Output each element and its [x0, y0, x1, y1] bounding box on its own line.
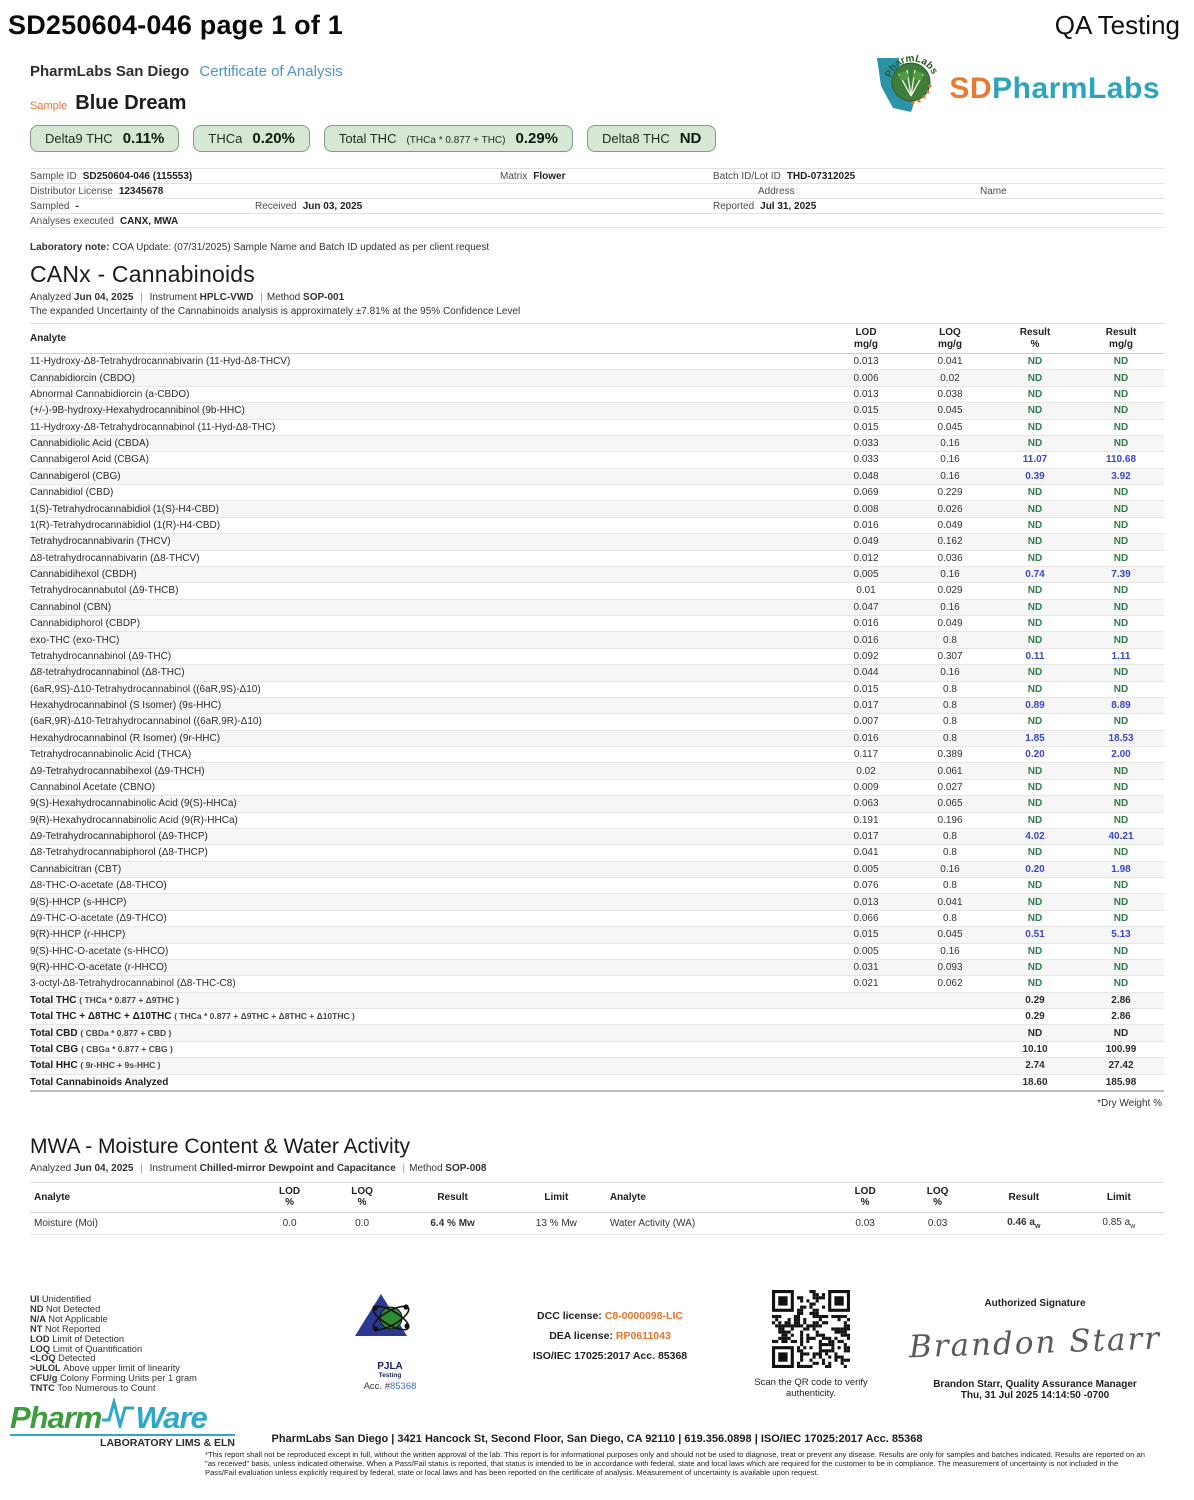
authorized-signature-label: Authorized Signature	[984, 1298, 1086, 1309]
qr-code	[772, 1290, 850, 1368]
water-activity-loq: 0.03	[901, 1212, 974, 1234]
page-header	[0, 0, 1194, 41]
moisture-loq: 0.0	[326, 1212, 399, 1234]
total-row: Total CBG ( CBGa * 0.877 + CBG ) 10.10 100.99	[30, 1041, 1164, 1057]
water-activity-lod: 0.03	[829, 1212, 901, 1234]
col-result-pct: Result %	[992, 324, 1078, 354]
col-loq: LOQ mg/g	[908, 324, 992, 354]
total-row: Total CBD ( CBDa * 0.877 + CBD ) ND ND	[30, 1025, 1164, 1041]
mwa-section-title: MWA - Moisture Content & Water Activity	[30, 1134, 411, 1158]
lab-name: PharmLabs San Diego	[30, 63, 190, 80]
signature-date: Thu, 31 Jul 2025 14:14:50 -0700	[960, 1390, 1110, 1401]
pjla-accreditation	[345, 1292, 435, 1392]
mwa-col-analyte: Analyte	[30, 1182, 253, 1212]
mwa-col-result: Result	[398, 1182, 507, 1212]
table-row: Tetrahydrocannabivarin (THCV) 0.049 0.162 ND ND	[30, 534, 1164, 550]
certificate-of-analysis-label: Certificate of Analysis	[199, 63, 343, 80]
moisture-result: 6.4 % Mw	[398, 1212, 507, 1234]
note-label: Laboratory note:	[30, 242, 110, 253]
badge-value: 0.29%	[515, 130, 559, 147]
moisture-limit: 13 % Mw	[507, 1212, 606, 1234]
mwa-col-limit: Limit	[507, 1182, 606, 1212]
table-row: (6aR,9R)-Δ10-Tetrahydrocannabinol ((6aR,9R)-Δ10) 0.007 0.8 ND ND	[30, 714, 1164, 730]
mwa-col-result-2: Result	[974, 1182, 1074, 1212]
table-row: 9(R)-HHC-O-acetate (r-HHCO) 0.031 0.093 ND ND	[30, 959, 1164, 975]
pharmlabs-emblem-icon	[871, 52, 943, 125]
table-row: 1(S)-Tetrahydrocannabidiol (1(S)-H4-CBD) 0.008 0.026 ND ND	[30, 501, 1164, 517]
pjla-sub: Testing	[378, 1372, 402, 1379]
note-text: COA Update: (07/31/2025) Sample Name and Batch ID updated as per client request	[112, 242, 490, 253]
laboratory-note	[30, 242, 1194, 253]
reported-field: Reported Jul 31, 2025	[713, 201, 817, 212]
dea-license: RP0611043	[615, 1330, 671, 1342]
legend-item: CFU/g Colony Forming Units per 1 gram	[30, 1373, 197, 1384]
table-row: Tetrahydrocannabinolic Acid (THCA) 0.117 0.389 0.20 2.00	[30, 747, 1164, 763]
table-row: Hexahydrocannabinol (R Isomer) (9r-HHC) 0.016 0.8 1.85 18.53	[30, 730, 1164, 746]
table-row: Δ8-Tetrahydrocannabiphorol (Δ8-THCP) 0.041 0.8 ND ND	[30, 845, 1164, 861]
address-field: Address	[758, 186, 795, 197]
table-row: Cannabidiphorol (CBDP) 0.016 0.049 ND ND	[30, 616, 1164, 632]
name-field: Name	[980, 186, 1007, 197]
mwa-col-lod-2: LOD %	[829, 1182, 901, 1212]
table-row: Δ8-tetrahydrocannabinol (Δ8-THC) 0.044 0.16 ND ND	[30, 665, 1164, 681]
pjla-name: PJLA	[377, 1361, 403, 1372]
table-row: Cannabigerol Acid (CBGA) 0.033 0.16 11.07 110.68	[30, 452, 1164, 468]
sample-name: Blue Dream	[75, 92, 187, 114]
col-analyte: Analyte	[30, 324, 824, 354]
batch-field: Batch ID/Lot ID THD-07312025	[713, 171, 856, 182]
badge-label: Delta8 THC	[602, 131, 670, 146]
signer-name: Brandon Starr, Quality Assurance Manager	[933, 1379, 1137, 1390]
legend-item: ND Not Detected	[30, 1303, 101, 1314]
info-row-2	[30, 183, 1164, 198]
table-row: Tetrahydrocannabutol (Δ9-THCB) 0.01 0.029 ND ND	[30, 583, 1164, 599]
pharmware-logo	[10, 1398, 235, 1449]
water-activity-result: 0.46 $a_w$	[974, 1212, 1074, 1234]
table-row: Cannabinol Acetate (CBNO) 0.009 0.027 ND ND	[30, 779, 1164, 795]
table-row: Cannabidiorcin (CBDO) 0.006 0.02 ND ND	[30, 370, 1164, 386]
legend-item: LOD Limit of Detection	[30, 1333, 125, 1344]
sample-label: Sample	[30, 100, 68, 112]
dry-weight-note: *Dry Weight %	[1097, 1097, 1162, 1109]
table-row: Δ9-Tetrahydrocannabihexol (Δ9-THCH) 0.02 0.061 ND ND	[30, 763, 1164, 779]
iso-accreditation: ISO/IEC 17025:2017 Acc. 85368	[532, 1350, 688, 1362]
info-row-3	[30, 198, 1164, 213]
document-id: SD250604-046 page 1 of 1	[8, 10, 343, 40]
table-row: Δ9-Tetrahydrocannabiphorol (Δ9-THCP) 0.017 0.8 4.02 40.21	[30, 828, 1164, 844]
table-row: Δ8-THC-O-acetate (Δ8-THCO) 0.076 0.8 ND ND	[30, 878, 1164, 894]
table-row: Δ9-THC-O-acetate (Δ9-THCO) 0.066 0.8 ND ND	[30, 910, 1164, 926]
dcc-license: C8-0000098-LIC	[604, 1310, 683, 1322]
table-row: Tetrahydrocannabinol (Δ9-THC) 0.092 0.307 0.11 1.11	[30, 648, 1164, 664]
info-row-4	[30, 213, 1164, 228]
col-result-mg: Result mg/g	[1078, 324, 1164, 354]
mwa-header-row	[30, 1182, 1164, 1212]
badge-value: ND	[679, 130, 702, 147]
svg-text:PharmLabs: PharmLabs	[883, 53, 941, 80]
signature-block	[905, 1298, 1165, 1401]
table-row: 9(S)-HHCP (s-HHCP) 0.013 0.041 ND ND	[30, 894, 1164, 910]
table-row: Cannabidiol (CBD) 0.069 0.229 ND ND	[30, 485, 1164, 501]
canx-meta: Analyzed Jun 04, 2025 | Instrument HPLC-VWD | Method SOP-001	[30, 292, 345, 303]
uncertainty-note: The expanded Uncertainty of the Cannabinoids analysis is approximately ±7.81% at the 95% Confidence Level	[30, 306, 521, 317]
mwa-data-row	[30, 1212, 1164, 1234]
sampled-field: Sampled -	[30, 201, 79, 212]
sample-info-grid	[30, 168, 1164, 228]
badge-delta9-thc	[30, 125, 179, 152]
legend-item: NT Not Reported	[30, 1323, 101, 1334]
moisture-lod: 0.0	[253, 1212, 325, 1234]
moisture-analyte: Moisture (Moi)	[30, 1212, 253, 1234]
license-block: DCC license: C8-0000098-LIC DEA license: RP0611043 ISO/IEC 17025:2017 Acc. 85368	[532, 1310, 688, 1362]
pjla-logo-icon	[351, 1341, 429, 1358]
report-disclaimer: *This report shall not be reproduced except in full, without the written approval of the lab. This report is for informational purposes only and should not be used to diagnose, treat or prevent any disease. Results are only for samples and batches indicated. Results are reported on an "as received" basis, unless indicated otherwise. When a Pass/Fail status is reported, that status is intended to be in accordance with federal, state and local laws which are required for the customer to be in compliance. The measurement of uncertainty is not included in the Pass/Fail evaluation unless explicitly required by federal, state or local laws and has been reported on the certificate of analysis. Measurement of uncertainty is available upon request.	[205, 1450, 1145, 1478]
cannabinoids-table	[30, 323, 1164, 1092]
badge-delta8-thc	[587, 125, 716, 152]
mwa-col-lod: LOD %	[253, 1182, 325, 1212]
table-row: 3-octyl-Δ8-Tetrahydrocannabinol (Δ8-THC-C8) 0.021 0.062 ND ND	[30, 976, 1164, 992]
table-row: Δ8-tetrahydrocannabivarin (Δ8-THCV) 0.012 0.036 ND ND	[30, 550, 1164, 566]
badge-thca	[193, 125, 310, 152]
table-row: Cannabigerol (CBG) 0.048 0.16 0.39 3.92	[30, 468, 1164, 484]
matrix-field: Matrix Flower	[500, 171, 566, 182]
heartbeat-icon	[101, 1398, 135, 1433]
legend-item: TNTC Too Numerous to Count	[30, 1383, 156, 1394]
table-row: 9(R)-Hexahydrocannabinolic Acid (9(R)-HHCa) 0.191 0.196 ND ND	[30, 812, 1164, 828]
lab-address-line: PharmLabs San Diego | 3421 Hancock St, Second Floor, San Diego, CA 92110 | 619.356.0898 | ISO/IEC 17025:2017 Acc. 85368	[271, 1433, 923, 1445]
legend-item: <LOQ Detected	[30, 1353, 96, 1364]
table-row: (+/-)-9B-hydroxy-Hexahydrocannibinol (9b-HHC) 0.015 0.045 ND ND	[30, 403, 1164, 419]
total-row: Total Cannabinoids Analyzed 18.60 185.98	[30, 1074, 1164, 1091]
potency-badges	[30, 125, 1194, 152]
water-activity-limit: 0.85 $a_w$	[1074, 1212, 1164, 1234]
qr-caption: Scan the QR code to verify authenticity.	[754, 1377, 868, 1399]
water-activity-analyte: Water Activity (WA)	[606, 1212, 829, 1234]
legend-item: UI Unidentified	[30, 1294, 91, 1304]
badge-formula: (THCa * 0.877 + THC)	[406, 135, 506, 146]
analyses-field: Analyses executed CANX, MWA	[30, 216, 179, 227]
legend-item: >ULOL Above upper limit of linearity	[30, 1363, 180, 1374]
canx-section-title: CANx - Cannabinoids	[30, 261, 255, 287]
table-row: (6aR,9S)-Δ10-Tetrahydrocannabinol ((6aR,9S)-Δ10) 0.015 0.8 ND ND	[30, 681, 1164, 697]
total-row: Total THC + Δ8THC + Δ10THC ( THCa * 0.877 + Δ9THC + Δ8THC + Δ10THC ) 0.29 2.86	[30, 1009, 1164, 1025]
badge-value: 0.11%	[122, 130, 165, 147]
qr-block	[746, 1290, 876, 1399]
badge-label: Total THC	[338, 131, 397, 146]
brand-sd-text: SD	[949, 71, 993, 105]
brand-pharmlabs-text: PharmLabs	[992, 71, 1160, 105]
table-row: Abnormal Cannabidiorcin (a-CBDO) 0.013 0.038 ND ND	[30, 386, 1164, 402]
mwa-col-limit-2: Limit	[1074, 1182, 1164, 1212]
pharmware-pharm-text: Pharm	[10, 1400, 102, 1435]
qa-testing-label: QA Testing	[1054, 10, 1180, 40]
mwa-col-analyte-2: Analyte	[606, 1182, 829, 1212]
table-row: 11-Hydroxy-Δ8-Tetrahydrocannabinol (11-Hyd-Δ8-THC) 0.015 0.045 ND ND	[30, 419, 1164, 435]
table-row: 11-Hydroxy-Δ8-Tetrahydrocannabivarin (11-Hyd-Δ8-THCV) 0.013 0.041 ND ND	[30, 354, 1164, 370]
total-row: Total THC ( THCa * 0.877 + Δ9THC ) 0.29 2.86	[30, 992, 1164, 1008]
table-row: Cannabidihexol (CBDH) 0.005 0.16 0.74 7.39	[30, 566, 1164, 582]
table-row: Cannabidiolic Acid (CBDA) 0.033 0.16 ND ND	[30, 435, 1164, 451]
table-row: Hexahydrocannabinol (S Isomer) (9s-HHC) 0.017 0.8 0.89 8.89	[30, 697, 1164, 713]
mwa-col-loq-2: LOQ %	[901, 1182, 974, 1212]
table-row: exo-THC (exo-THC) 0.016 0.8 ND ND	[30, 632, 1164, 648]
abbreviation-legend	[30, 1295, 197, 1394]
mwa-table	[30, 1182, 1164, 1235]
pjla-acc-number: Acc. #85368	[363, 1381, 417, 1392]
badge-label: THCa	[208, 131, 243, 146]
distributor-license-field: Distributor License 12345678	[30, 186, 164, 197]
badge-label: Delta9 THC	[45, 131, 113, 146]
sdpharmlabs-logo	[871, 52, 1160, 125]
received-field: Received Jun 03, 2025	[255, 201, 363, 212]
table-row: Cannabicitran (CBT) 0.005 0.16 0.20 1.98	[30, 861, 1164, 877]
mwa-col-loq: LOQ %	[326, 1182, 399, 1212]
table-row: 9(S)-HHC-O-acetate (s-HHCO) 0.005 0.16 ND ND	[30, 943, 1164, 959]
total-row: Total HHC ( 9r-HHC + 9s-HHC ) 2.74 27.42	[30, 1058, 1164, 1074]
col-lod: LOD mg/g	[824, 324, 908, 354]
table-row: 9(S)-Hexahydrocannabinolic Acid (9(S)-HHCa) 0.063 0.065 ND ND	[30, 796, 1164, 812]
signature-script: Brandon Starr	[908, 1320, 1162, 1366]
legend-item: N/A Not Applicable	[30, 1313, 108, 1324]
table-row: 9(R)-HHCP (r-HHCP) 0.015 0.045 0.51 5.13	[30, 927, 1164, 943]
table-row: 1(R)-Tetrahydrocannabidiol (1(R)-H4-CBD) 0.016 0.049 ND ND	[30, 517, 1164, 533]
info-row-1	[30, 168, 1164, 183]
badge-total-thc	[324, 125, 573, 152]
legend-item: LOQ Limit of Quantification	[30, 1343, 143, 1354]
pharmware-ware-text: Ware	[135, 1400, 207, 1435]
badge-value: 0.20%	[252, 130, 295, 147]
mwa-meta: Analyzed Jun 04, 2025 | Instrument Chilled-mirror Dewpoint and Capacitance | Method SOP-008	[30, 1162, 487, 1174]
pharmware-subtitle: LABORATORY LIMS & ELN	[10, 1434, 235, 1449]
table-row: Cannabinol (CBN) 0.047 0.16 ND ND	[30, 599, 1164, 615]
sample-id-field: Sample ID SD250604-046 (115553)	[30, 171, 193, 182]
table-header-row	[30, 324, 1164, 354]
